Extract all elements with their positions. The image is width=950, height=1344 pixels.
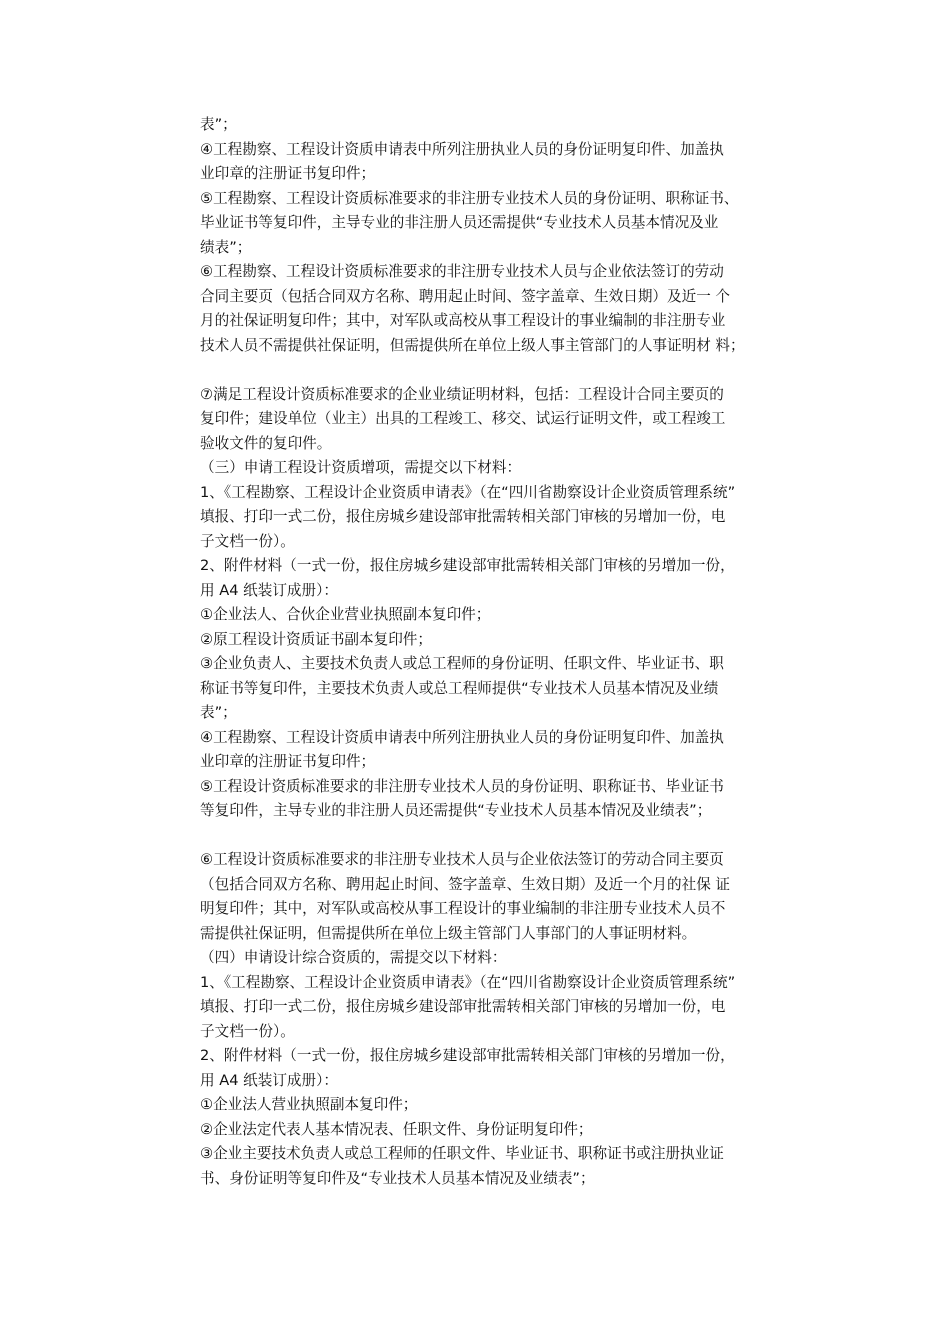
text-line: 填报、打印一式二份，报住房城乡建设部审批需转相关部门审核的另增加一份，电 [200, 998, 726, 1015]
text-line: 需提供社保证明，但需提供所在单位上级主管部门人事部门的人事证明材料。 [200, 924, 697, 942]
text-line: ①企业法人、合伙企业营业执照副本复印件； [200, 606, 491, 623]
text-line: 业印章的注册证书复印件； [200, 165, 376, 182]
text-line: ④工程勘察、工程设计资质申请表中所列注册执业人员的身份证明复印件、加盖执 [200, 140, 724, 158]
text-line: 1、《工程勘察、工程设计企业资质申请表》（在“四川省勘察设计企业资质管理系统” [200, 483, 736, 501]
blank-line [200, 358, 825, 383]
text-line: 1、《工程勘察、工程设计企业资质申请表》（在“四川省勘察设计企业资质管理系统” [200, 973, 736, 991]
text-line: ③企业负责人、主要技术负责人或总工程师的身份证明、任职文件、毕业证书、职 [200, 655, 724, 672]
blank-line [200, 824, 825, 849]
text-line: 月的社保证明复印件；其中，对军队或高校从事工程设计的事业编制的非注册专业 [200, 312, 726, 329]
text-line: 2、附件材料（一式一份，报住房城乡建设部审批需转相关部门审核的另增加一份， [200, 1047, 735, 1064]
text-line: 子文档一份）。 [200, 532, 295, 550]
text-line: ⑦满足工程设计资质标准要求的企业业绩证明材料，包括：工程设计合同主要页的 [200, 385, 724, 403]
text-line: 技术人员不需提供社保证明，但需提供所在单位上级人事主管部门的人事证明材 料； [200, 336, 745, 354]
text-line: ⑥工程设计资质标准要求的非注册专业技术人员与企业依法签订的劳动合同主要页 [200, 851, 724, 868]
text-line: 验收文件的复印件。 [200, 434, 332, 452]
text-line: 用 A4 纸装订成册）： [200, 581, 338, 599]
text-line: ②企业法定代表人基本情况表、任职文件、身份证明复印件； [200, 1120, 593, 1138]
text-line: 用 A4 纸装订成册）： [200, 1071, 338, 1089]
text-line: ⑤工程勘察、工程设计资质标准要求的非注册专业技术人员的身份证明、职称证书、 [200, 189, 739, 207]
text-line: 毕业证书等复印件，主导专业的非注册人员还需提供“专业技术人员基本情况及业 [200, 214, 719, 231]
text-line: 绩表”； [200, 238, 252, 256]
text-line: （包括合同双方名称、聘用起止时间、签字盖章、生效日期）及近一个月的社保 证 [200, 875, 731, 893]
text-line: ①企业法人营业执照副本复印件； [200, 1096, 418, 1113]
text-line: ⑤工程设计资质标准要求的非注册专业技术人员的身份证明、职称证书、毕业证书 [200, 777, 724, 795]
text-line: 合同主要页（包括合同双方名称、聘用起止时间、签字盖章、生效日期）及近一 个 [200, 287, 731, 305]
text-line: 表”； [200, 704, 237, 721]
text-line: 复印件；建设单位（业主）出具的工程竣工、移交、试运行证明文件，或工程竣工 [200, 410, 726, 427]
text-line: 子文档一份）。 [200, 1022, 295, 1040]
text-line: 称证书等复印件，主要技术负责人或总工程师提供“专业技术人员基本情况及业绩 [200, 679, 719, 697]
document-body [200, 113, 825, 1191]
text-line: ④工程勘察、工程设计资质申请表中所列注册执业人员的身份证明复印件、加盖执 [200, 728, 724, 746]
text-line: （四）申请设计综合资质的，需提交以下材料： [200, 949, 507, 966]
text-line: 等复印件，主导专业的非注册人员还需提供“专业技术人员基本情况及业绩表”； [200, 802, 712, 819]
text-line: ③企业主要技术负责人或总工程师的任职文件、毕业证书、职称证书或注册执业证 [200, 1145, 724, 1162]
text-line: 业印章的注册证书复印件； [200, 753, 376, 770]
text-line: ②原工程设计资质证书副本复印件； [200, 630, 432, 648]
text-line: ⑥工程勘察、工程设计资质标准要求的非注册专业技术人员与企业依法签订的劳动 [200, 263, 724, 280]
text-line: 表”； [200, 116, 237, 133]
text-line: （三）申请工程设计资质增项，需提交以下材料： [200, 459, 522, 476]
text-line: 明复印件；其中，对军队或高校从事工程设计的事业编制的非注册专业技术人员不 [200, 900, 726, 917]
text-line: 书、身份证明等复印件及“专业技术人员基本情况及业绩表”； [200, 1169, 595, 1187]
text-line: 填报、打印一式二份，报住房城乡建设部审批需转相关部门审核的另增加一份，电 [200, 508, 726, 525]
text-line: 2、附件材料（一式一份，报住房城乡建设部审批需转相关部门审核的另增加一份， [200, 557, 735, 574]
